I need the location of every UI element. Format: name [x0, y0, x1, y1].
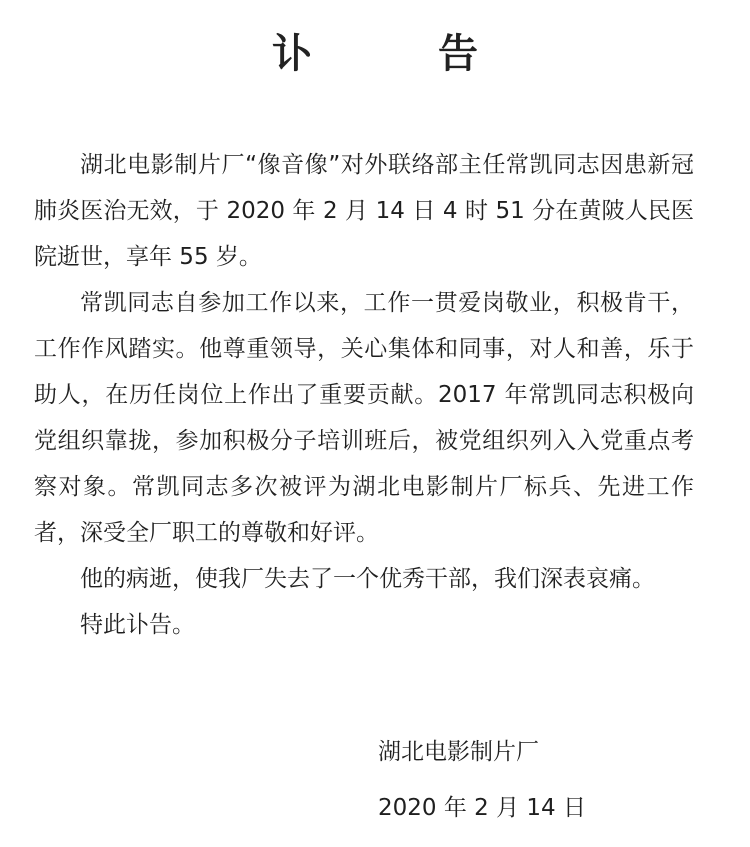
paragraph-condolence: 他的病逝，使我厂失去了一个优秀干部，我们深表哀痛。: [80, 566, 655, 592]
document-title: 讣 告: [272, 31, 534, 77]
paragraph-announcement: 湖北电影制片厂“像音像”对外联络部主任常凯同志因患新冠肺炎医治无效，于 2020 年 2 月 14 日 4 时 51 分在黄陂人民医院逝世，享年 55 岁。: [34, 152, 694, 270]
paragraph-biography: 常凯同志自参加工作以来，工作一贯爱岗敬业，积极肯干，工作作风踏实。他尊重领导，关心集体和同事，对人和善，乐于助人，在历任岗位上作出了重要贡献。2017 年常凯同志积极向党组织靠拢，参加积极分子培训班后，被党组织列入入党重点考察对象。常凯同志多次被评为湖北电影制片厂标兵、先进工作者，深受全厂职工的尊敬和好评。: [34, 290, 694, 546]
paragraph-closing: 特此讣告。: [80, 612, 195, 638]
signature-block: [378, 724, 586, 836]
signature-date: 2020 年 2 月 14 日: [378, 795, 586, 821]
signature-organization: 湖北电影制片厂: [378, 739, 539, 765]
document-body: [34, 142, 694, 648]
